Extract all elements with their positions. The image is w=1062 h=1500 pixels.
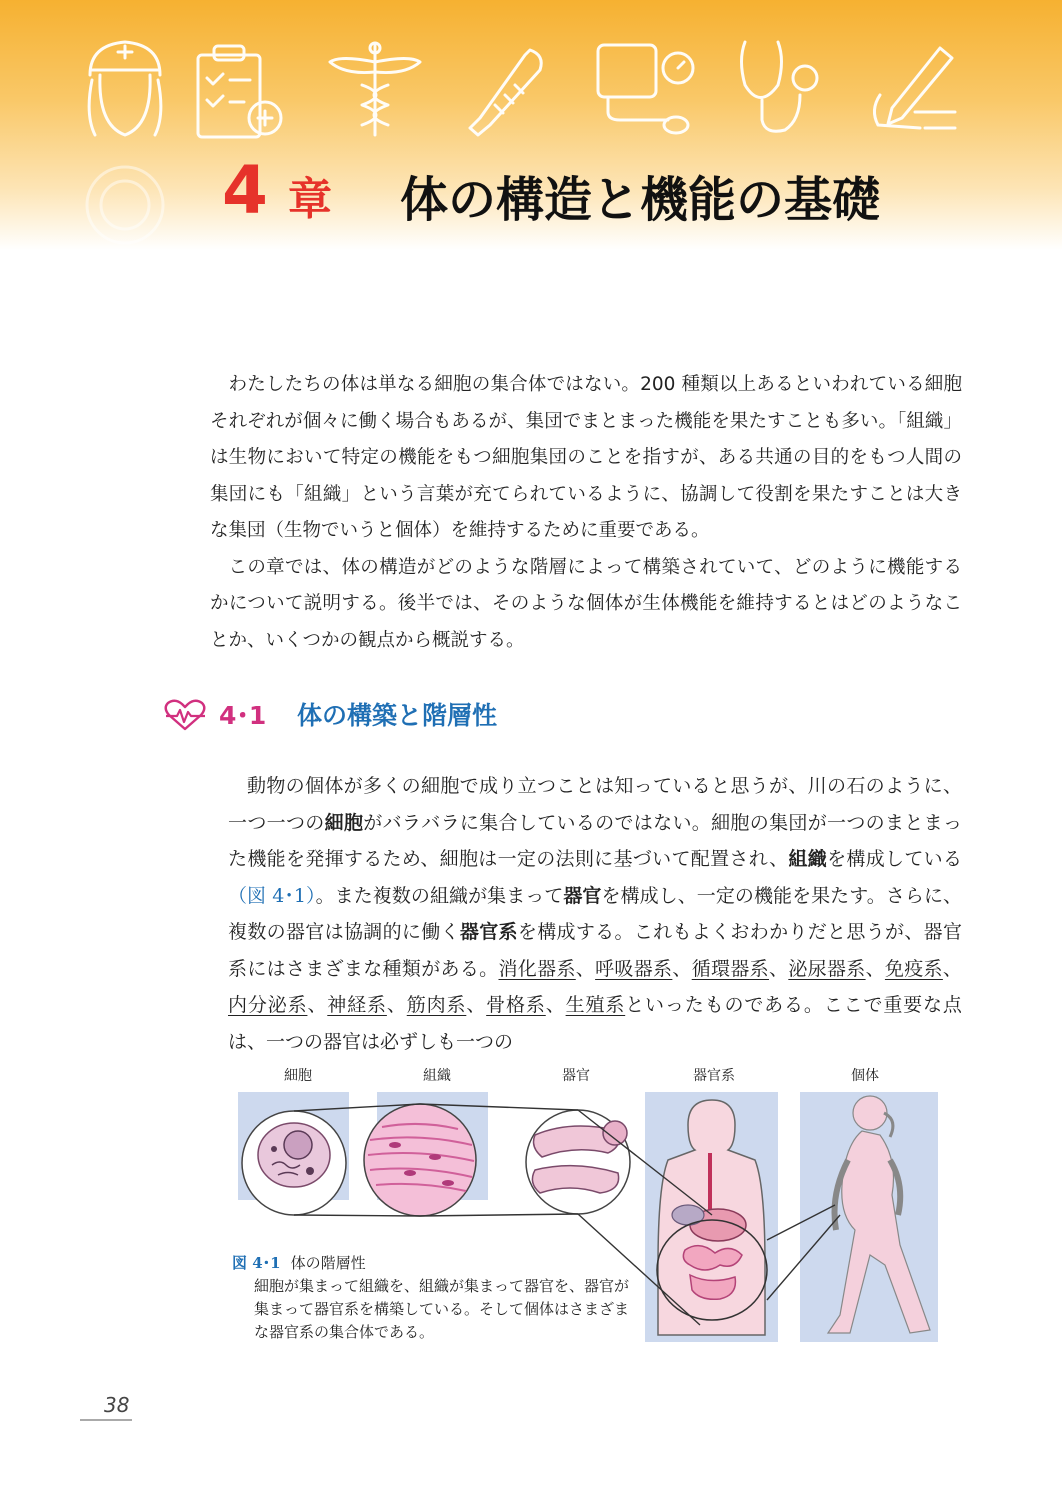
term-organ: 器官 [563, 884, 602, 907]
system-term: 骨格系 [486, 994, 546, 1016]
system-term: 呼吸器系 [595, 957, 673, 980]
figure-label-individual: 個体 [851, 1068, 879, 1084]
intro-paragraph-1: わたしたちの体は単なる細胞の集合体ではない。200 種類以上あるといわれている細胞それぞれが個々に働く場合もあるが、集団でまとまった機能を果たすことも多い。「組織」は生物において特定の機能をもつ細胞集団のことを指すが、ある共通の目的をもつ人間の集団にも「組織」という言葉が充てられているように、協調して役割を果たすことは大きな集団（生物でいうと個体）を維持するために重要である。 [210, 374, 962, 541]
body-text [228, 768, 962, 1060]
system-term: 循環器系 [691, 957, 769, 980]
system-term: 筋肉系 [406, 994, 467, 1016]
figure-reference-link[interactable]: （図 4･1） [228, 884, 316, 907]
page-number: 38 [104, 1393, 130, 1417]
page-number-rule [80, 1419, 132, 1421]
figure-caption-title: 体の階層性 [290, 1254, 366, 1272]
nurse-icon [89, 42, 161, 135]
figure-caption-number: 図 4･1 [232, 1254, 281, 1272]
stethoscope-icon [742, 42, 818, 131]
section-number: 4･1 [219, 701, 267, 730]
intro-text [210, 367, 962, 659]
heartbeat-heart-icon [163, 698, 207, 732]
blood-pressure-icon [598, 45, 693, 133]
system-term: 神経系 [327, 994, 387, 1016]
chapter-title: 体の構造と機能の基礎 [400, 172, 881, 228]
thermometer-icon [470, 50, 541, 135]
term-organ-system: 器官系 [459, 921, 518, 943]
system-term: 泌尿器系 [788, 957, 866, 980]
system-term: 消化器系 [498, 957, 576, 980]
figure-label-tissue: 組織 [423, 1068, 451, 1084]
body-paragraph: 動物の個体が多くの細胞で成り立つことは知っていると思うが、川の石のように、一つ一つの細胞がバラバラに集合しているのではない。細胞の集団が一つのまとまった機能を発揮するため、細胞は一定の法則に基づいて配置され、組織を構成している（図 4･1）。また複数の組織が集まって器官を構成し、一定の機能を果たす。さらに、複数の器官は協調的に働く器官系を構成する。これもよくおわかりだと思うが、器官系にはさまざまな種類がある。消化器系、呼吸器系、循環器系、泌尿器系、免疫系、内分泌系、神経系、筋肉系、骨格系、生殖系といったものである。ここで重要な点は、一つの器官は必ずしも一つの [228, 775, 963, 1053]
intro-paragraph-2: この章では、体の構造がどのような階層によって構築されていて、どのように機能するかについて説明する。後半では、そのような個体が生体機能を維持するとはどのようなことか、いくつかの観点から概説する。 [210, 556, 962, 651]
term-tissue: 組織 [788, 848, 828, 870]
system-term: 内分泌系 [228, 994, 308, 1016]
organ-magnified-icon [526, 1110, 630, 1214]
faint-circle-icon [87, 167, 163, 243]
cell-magnified-icon [242, 1111, 346, 1215]
chapter-number: 4 [222, 152, 268, 229]
clipboard-icon [198, 46, 281, 137]
section-title: 体の構築と階層性 [297, 701, 498, 730]
figure-caption [232, 1252, 632, 1344]
chapter-label: 章 [288, 174, 332, 225]
caduceus-icon [330, 43, 420, 135]
tissue-magnified-icon [364, 1104, 476, 1216]
system-term: 生殖系 [565, 994, 626, 1016]
figure-label-cell: 細胞 [284, 1068, 312, 1084]
figure-caption-body: 細胞が集まって組織を、組織が集まって器官を、器官が集まって器官系を構築している。そして個体はさまざまな器官系の集合体である。 [254, 1277, 630, 1341]
term-cell: 細胞 [324, 811, 364, 834]
system-term: 免疫系 [884, 957, 943, 980]
writing-hand-icon [874, 48, 955, 128]
figure-label-organ-system: 器官系 [693, 1068, 735, 1084]
figure-label-organ: 器官 [562, 1068, 590, 1084]
